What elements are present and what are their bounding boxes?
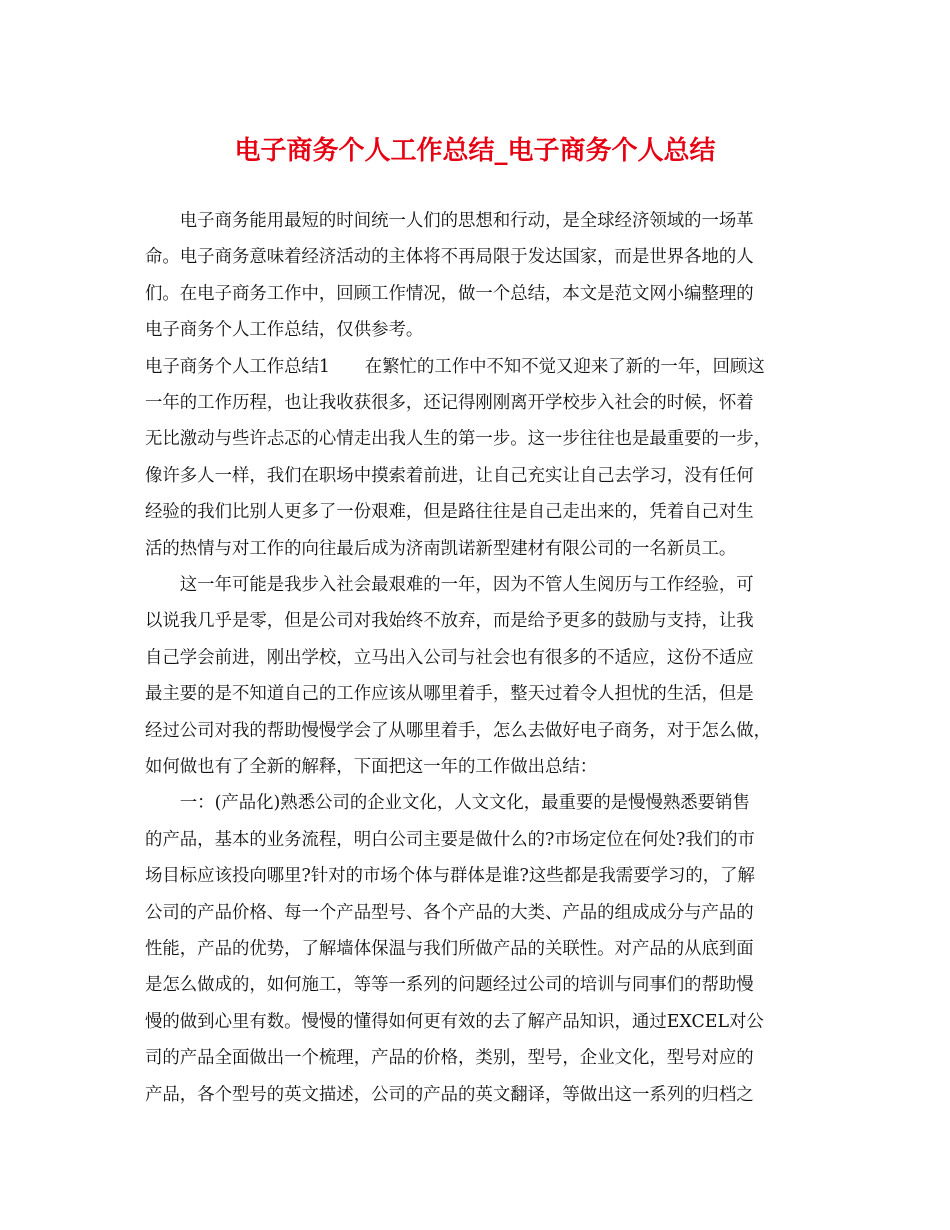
body-line: 自己学会前进，刚出学校，立马出入公司与社会也有很多的不适应，这份不适应 bbox=[145, 647, 754, 668]
body-line: 以说我几乎是零，但是公司对我始终不放弃，而是给予更多的鼓励与支持，让我 bbox=[145, 611, 754, 632]
body-line: 司的产品全面做出一个梳理，产品的价格，类别，型号，企业文化，型号对应的 bbox=[145, 1048, 754, 1069]
body-line: 公司的产品价格、每一个产品型号、各个产品的大类、产品的组成成分与产品的 bbox=[145, 902, 754, 923]
body-line: 如何做也有了全新的解释，下面把这一年的工作做出总结： bbox=[145, 757, 598, 777]
body-line: 电子商务个人工作总结1 在繁忙的工作中不知不觉又迎来了新的一年，回顾这 bbox=[145, 356, 765, 377]
body-line: 最主要的是不知道自己的工作应该从哪里着手，整天过着令人担忧的生活，但是 bbox=[145, 684, 754, 705]
body-line: 这一年可能是我步入社会最艰难的一年，因为不管人生阅历与工作经验，可 bbox=[145, 575, 754, 595]
body-line: 是怎么做成的，如何施工，等等一系列的问题经过公司的培训与同事们的帮助慢 bbox=[145, 975, 754, 996]
body-line: 一：(产品化)熟悉公司的企业文化，人文文化，最重要的是慢慢熟悉要销售 bbox=[145, 793, 750, 814]
body-line: 产品，各个型号的英文描述，公司的产品的英文翻译，等做出这一系列的归档之 bbox=[145, 1084, 754, 1105]
body-line: 像许多人一样，我们在职场中摸索着前进，让自己充实让自己去学习，没有任何 bbox=[145, 465, 754, 486]
body-line: 们。在电子商务工作中，回顾工作情况，做一个总结，本文是范文网小编整理的 bbox=[145, 283, 754, 304]
body-line: 的产品，基本的业务流程，明白公司主要是做什么的?市场定位在何处?我们的市 bbox=[145, 829, 755, 850]
body-line: 电子商务能用最短的时间统一人们的思想和行动，是全球经济领域的一场革 bbox=[145, 211, 754, 231]
body-line: 慢的做到心里有数。慢慢的懂得如何更有效的去了解产品知识，通过EXCEL对公 bbox=[145, 1011, 764, 1032]
body-line: 经过公司对我的帮助慢慢学会了从哪里着手，怎么去做好电子商务，对于怎么做， bbox=[145, 720, 772, 741]
body-line: 命。电子商务意味着经济活动的主体将不再局限于发达国家，而是世界各地的人 bbox=[145, 247, 754, 268]
body-line: 场目标应该投向哪里?针对的市场个体与群体是谁?这些都是我需要学习的，了解 bbox=[145, 866, 755, 887]
document-title: 电子商务个人工作总结_电子商务个人总结 bbox=[234, 136, 716, 166]
body-line: 电子商务个人工作总结，仅供参考。 bbox=[145, 320, 424, 341]
body-line: 活的热情与对工作的向往最后成为济南凯诺新型建材有限公司的一名新员工。 bbox=[145, 538, 737, 559]
body-line: 经验的我们比别人更多了一份艰难，但是路往往是自己走出来的，凭着自己对生 bbox=[145, 502, 754, 523]
body-line: 无比激动与些许忐忑的心情走出我人生的第一步。这一步往往也是最重要的一步， bbox=[145, 429, 772, 450]
body-line: 性能，产品的优势，了解墙体保温与我们所做产品的关联性。对产品的从底到面 bbox=[145, 939, 754, 959]
body-line: 一年的工作历程，也让我收获很多，还记得刚刚离开学校步入社会的时候，怀着 bbox=[145, 393, 754, 413]
